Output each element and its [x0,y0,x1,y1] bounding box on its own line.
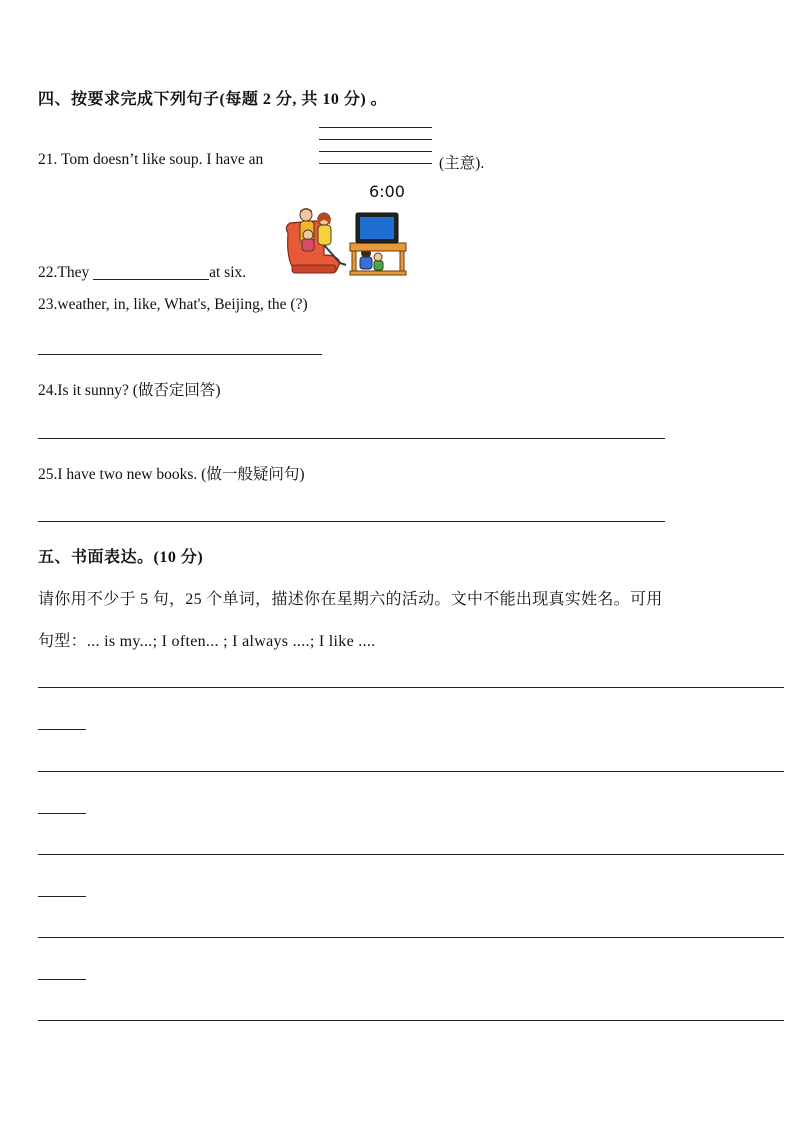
writing-line[interactable] [38,1020,784,1021]
question-23-text: 23.weather, in, like, What's, Beijing, the (?) [38,296,308,313]
answer-line[interactable] [38,354,322,355]
writing-line[interactable] [38,771,784,772]
writing-line[interactable] [38,937,784,938]
answer-box-line[interactable] [319,163,432,164]
writing-prompt-line-2: 句型：... is my...; I often... ; I always ....; I like .... [38,633,376,650]
writing-line-short[interactable] [38,979,86,980]
question-22-prefix: 22.They [38,264,90,281]
writing-line-short[interactable] [38,813,86,814]
family-watching-tv-icon [280,205,410,277]
answer-box-line [319,127,432,128]
answer-line[interactable] [38,521,665,522]
question-21-text: 21. Tom doesn’t like soup. I have an [38,151,264,168]
writing-line-short[interactable] [38,729,86,730]
answer-box-line [319,151,432,152]
answer-blank[interactable] [93,263,209,280]
section-five-heading: 五、书面表达。(10 分) [38,549,204,566]
question-22-suffix: at six. [209,264,247,281]
writing-prompt-line-1: 请你用不少于 5 句，25 个单词，描述你在星期六的活动。文中不能出现真实姓名。可用 [38,591,663,608]
writing-line[interactable] [38,854,784,855]
question-21-hint: (主意). [439,155,485,172]
writing-line-short[interactable] [38,896,86,897]
answer-box-line [319,139,432,140]
writing-line[interactable] [38,687,784,688]
question-22-row [38,263,246,282]
clock-time-label: 6:00 [369,182,405,201]
section-four-heading: 四、按要求完成下列句子(每题 2 分, 共 10 分) 。 [38,91,388,108]
question-25-text: 25.I have two new books. (做一般疑问句) [38,466,305,483]
question-24-text: 24.Is it sunny? (做否定回答) [38,382,221,399]
answer-line[interactable] [38,438,665,439]
